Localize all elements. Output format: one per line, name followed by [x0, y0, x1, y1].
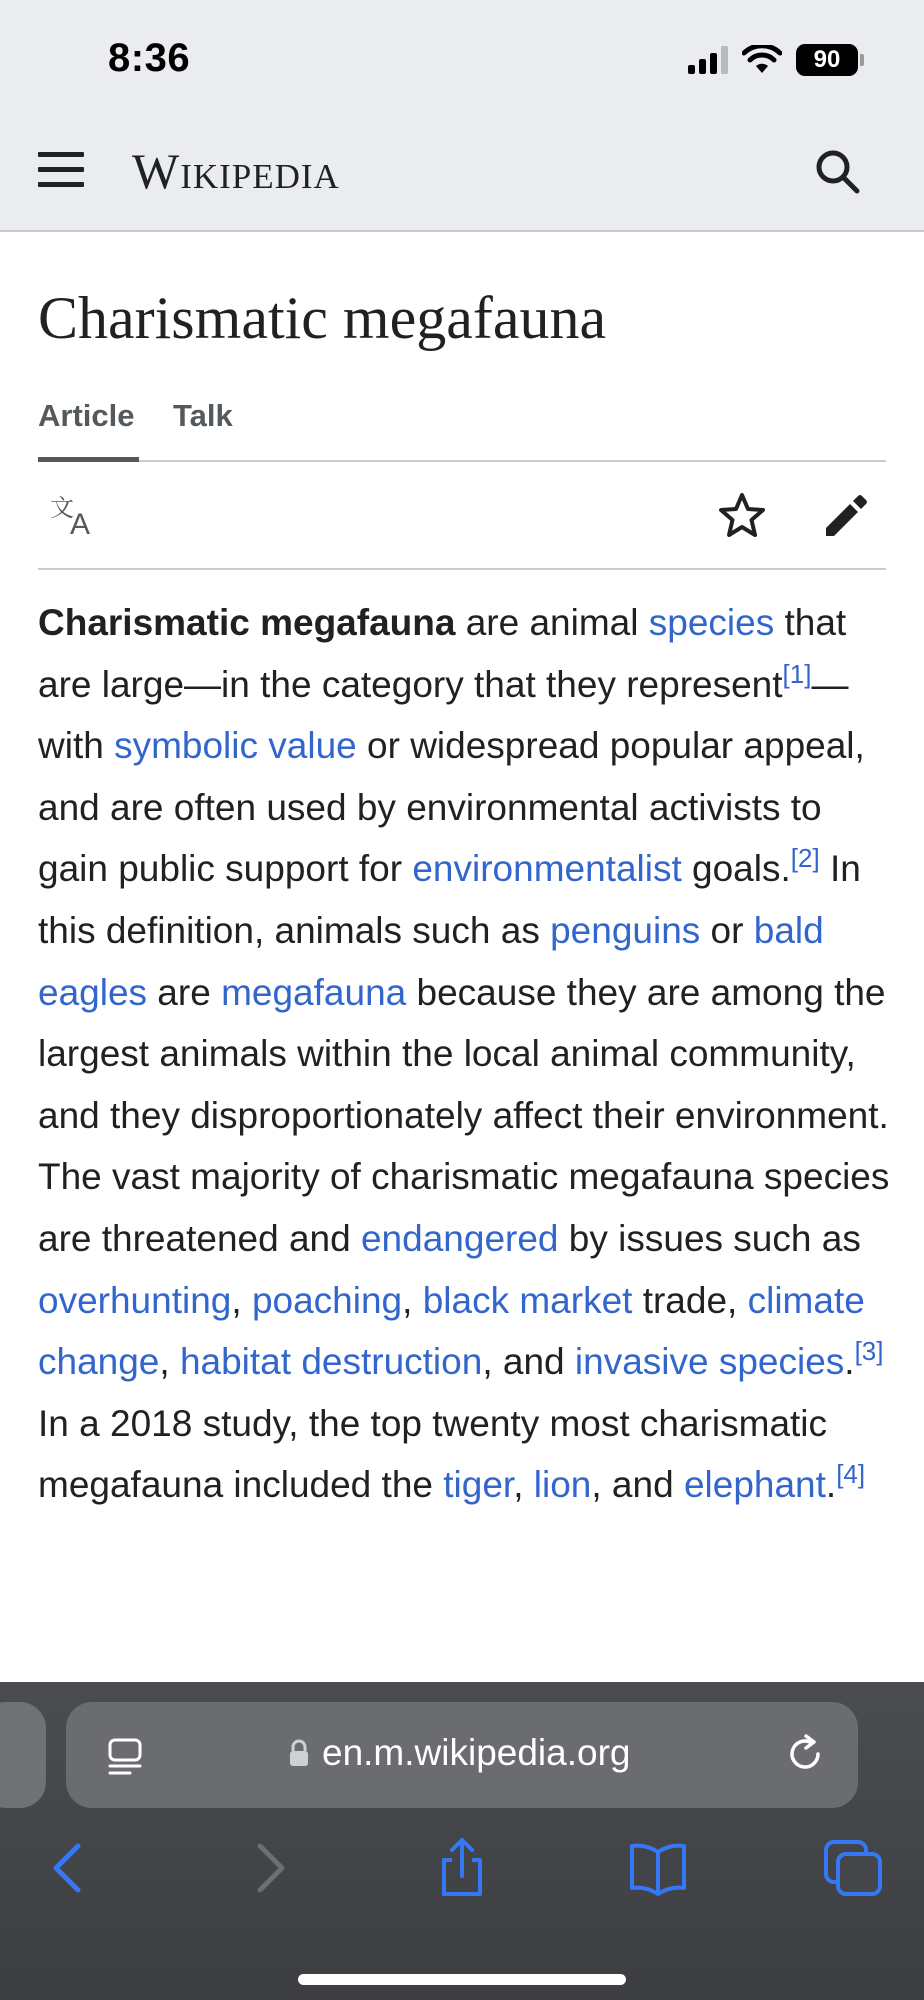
- language-icon[interactable]: [48, 490, 100, 542]
- reference-superscript: [791, 843, 820, 873]
- article-link[interactable]: environmentalist: [412, 848, 682, 890]
- article-text-run: ,: [159, 1341, 180, 1383]
- article-lead-paragraph: [38, 592, 894, 1516]
- status-bar: [0, 0, 924, 114]
- page-title: Charismatic megafauna: [38, 285, 607, 351]
- article-text-run: ,: [402, 1279, 423, 1321]
- reference-link[interactable]: [4]: [836, 1459, 866, 1490]
- hamburger-menu-icon[interactable]: [38, 152, 84, 194]
- article-link[interactable]: elephant: [683, 1464, 826, 1506]
- article-link[interactable]: penguins: [550, 909, 701, 951]
- bookmarks-icon[interactable]: [626, 1836, 690, 1900]
- battery-level: 90: [796, 44, 858, 76]
- status-time: 8:36: [108, 36, 191, 80]
- reference-superscript: [836, 1459, 865, 1489]
- article-link[interactable]: bald eagles: [38, 909, 824, 1013]
- article-text-run: are: [147, 971, 222, 1013]
- tab-talk[interactable]: Talk: [173, 398, 233, 433]
- article-text-run: .: [844, 1341, 855, 1383]
- svg-text:文: 文: [50, 494, 74, 522]
- browser-toolbar: [0, 1682, 924, 2000]
- article-link[interactable]: symbolic value: [114, 725, 357, 767]
- back-icon[interactable]: [38, 1836, 102, 1900]
- article-text-run: that are large—in the category that they represent: [38, 602, 847, 705]
- url-display[interactable]: [288, 1732, 630, 1774]
- article-link[interactable]: species: [648, 602, 775, 643]
- tabs-icon[interactable]: [822, 1836, 886, 1900]
- wifi-icon: [742, 45, 782, 75]
- browser-nav-row: [0, 1836, 924, 1932]
- article-text-run: or: [700, 909, 754, 951]
- reference-link[interactable]: [1]: [782, 658, 812, 689]
- article-text-run: by issues such as: [558, 1217, 861, 1259]
- article-link[interactable]: megafauna: [221, 971, 407, 1013]
- svg-text:A: A: [70, 508, 91, 541]
- article-text-run: ,: [231, 1279, 252, 1321]
- share-icon[interactable]: [430, 1836, 494, 1900]
- article-text-run: are animal: [455, 602, 649, 643]
- article-link[interactable]: poaching: [251, 1279, 403, 1321]
- article-text-run: ,: [513, 1464, 534, 1506]
- page-tabs: [38, 398, 886, 462]
- search-icon[interactable]: [812, 146, 864, 198]
- previous-tab-peek[interactable]: [0, 1702, 46, 1808]
- battery-icon: [796, 44, 864, 76]
- article-link[interactable]: tiger: [443, 1464, 514, 1506]
- page-actions-bar: [38, 464, 886, 570]
- address-bar[interactable]: [66, 1702, 858, 1808]
- wikipedia-wordmark[interactable]: Wikipedia: [132, 143, 340, 199]
- article-link[interactable]: lion: [533, 1464, 592, 1506]
- edit-pencil-icon[interactable]: [820, 490, 872, 542]
- article-text-run: trade,: [632, 1279, 748, 1321]
- reference-link[interactable]: [2]: [790, 843, 820, 874]
- article-subject-bold: Charismatic megafauna: [38, 602, 456, 643]
- article-text-run: In a 2018 study, the top twenty most charismatic megafauna included the: [38, 1402, 828, 1506]
- reference-superscript: [783, 659, 812, 689]
- article-link[interactable]: invasive species: [574, 1341, 845, 1383]
- tab-article[interactable]: Article: [38, 398, 139, 462]
- article-link[interactable]: habitat destruction: [179, 1341, 483, 1383]
- article-link[interactable]: endangered: [360, 1217, 559, 1259]
- status-icons: [688, 44, 864, 76]
- star-icon[interactable]: [716, 490, 768, 542]
- article-text-run: goals.: [681, 848, 791, 890]
- cellular-signal-icon: [688, 46, 728, 74]
- article-text-run: because they are among the largest animals within the local animal community, and they disproportionately affect their environment. The vast majority of charismatic megafauna species are threatened and: [38, 971, 890, 1259]
- article-text-run: or widespread popular appeal, and are often used by environmental activists to gain public support for: [38, 725, 865, 890]
- site-header: [0, 114, 924, 232]
- article-text-run: .: [825, 1464, 837, 1506]
- article-text-run: , and: [591, 1464, 684, 1506]
- reference-superscript: [855, 1336, 884, 1366]
- reference-link[interactable]: [3]: [854, 1336, 884, 1367]
- reader-mode-icon[interactable]: [104, 1734, 148, 1778]
- article-link[interactable]: overhunting: [38, 1279, 232, 1321]
- article-text-run: , and: [482, 1341, 575, 1383]
- forward-icon[interactable]: [236, 1836, 300, 1900]
- home-indicator: [298, 1974, 626, 1985]
- lock-icon: [288, 1739, 310, 1767]
- url-text: en.m.wikipedia.org: [322, 1732, 631, 1773]
- reload-icon[interactable]: [782, 1732, 828, 1778]
- article-link[interactable]: black market: [422, 1279, 633, 1321]
- article-text-run: —with: [38, 663, 849, 767]
- article-link[interactable]: climate change: [38, 1279, 865, 1383]
- article-text-run: In this definition, animals such as: [38, 848, 861, 951]
